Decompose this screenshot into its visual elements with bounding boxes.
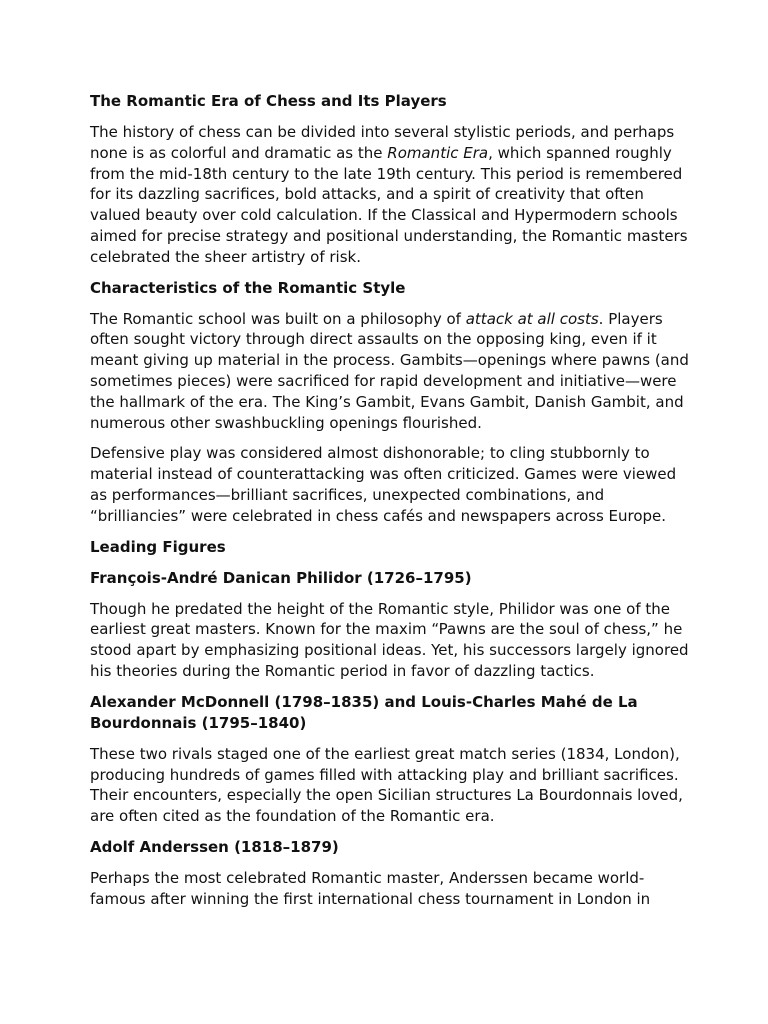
style-p1-end: . Players often sought victory through direct assaults on the opposing king, even if it meant giving up material in the process. Gambits—openings where pawns (and sometimes pieces) were sacrificed for rapid development and initiative—were the hallmark of the era. The King’s Gambit, Evans Gambit, Danish Gambit, and numerous other swashbuckling openings flourished. — [90, 309, 689, 432]
style-p1-start: The Romantic school was built on a philosophy of — [90, 309, 466, 328]
philidor-heading: François-André Danican Philidor (1726–1795) — [90, 568, 472, 587]
document-page — [90, 91, 690, 920]
anderssen-heading: Adolf Anderssen (1818–1879) — [90, 837, 339, 856]
philidor-paragraph: Though he predated the height of the Romantic style, Philidor was one of the earliest great masters. Known for the maxim “Pawns are the soul of chess,” he stood apart by emphasizing positional ideas. Yet, his successors largely ignored his theories during the Romantic period in favor of dazzling tactics. — [90, 599, 689, 680]
mcdonnell-paragraph: These two rivals staged one of the earliest great match series (1834, London), producing hundreds of games filled with attacking play and brilliant sacrifices. Their encounters, especially the open Sicilian structures La Bourdonnais loved, are often cited as the foundation of the Romantic era. — [90, 744, 683, 826]
document-title: The Romantic Era of Chess and Its Players — [90, 92, 447, 110]
style-paragraph-2: Defensive play was considered almost dishonorable; to cling stubbornly to material instead of counterattacking was often criticized. Games were viewed as performances—brilliant sacrifices, unexpected combinations, and “brilliancies” were celebrated in chess cafés and newspapers across Europe. — [90, 444, 677, 525]
section-heading-figures: Leading Figures — [90, 537, 226, 556]
mcdonnell-heading: Alexander McDonnell (1798–1835) and Louis-Charles Mahé de La Bourdonnais (1795–1840) — [90, 692, 638, 732]
style-p1-italic: attack at all costs — [465, 309, 599, 328]
intro-paragraph — [90, 122, 690, 268]
intro-italic-term: Romantic Era — [387, 143, 489, 162]
section-heading-style: Characteristics of the Romantic Style — [90, 278, 406, 297]
intro-text-start: The history of chess can be divided into several stylistic periods, and perhaps none is as colorful and dramatic as the — [90, 123, 675, 162]
anderssen-paragraph: Perhaps the most celebrated Romantic master, Anderssen became world-famous after winning the first international chess tournament in London in — [90, 868, 651, 908]
intro-text-end: , which spanned roughly from the mid-18th century to the late 19th century. This period is remembered for its dazzling sacrifices, bold attacks, and a spirit of creativity that often valued beauty over cold calculation. If the Classical and Hypermodern schools aimed for precise strategy and positional understanding, the Romantic masters celebrated the sheer artistry of risk. — [90, 143, 688, 266]
style-paragraph-1 — [90, 309, 690, 434]
